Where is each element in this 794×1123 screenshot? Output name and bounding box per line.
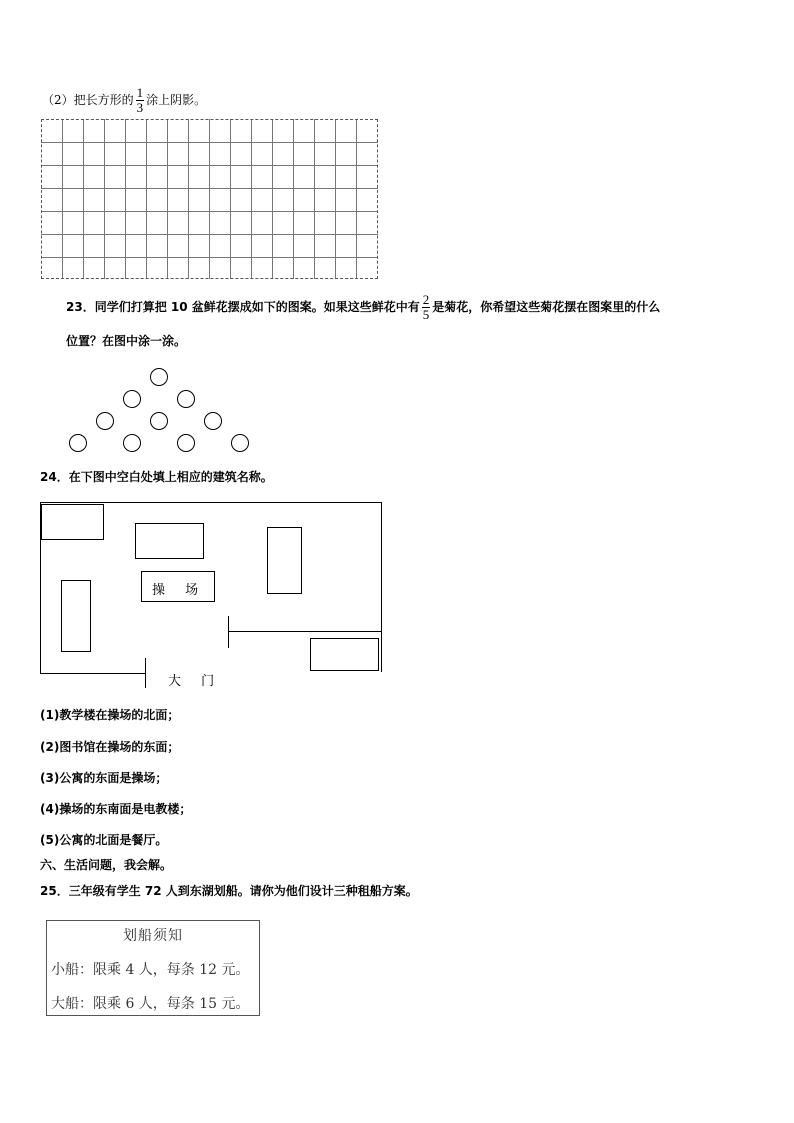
clue-1: (1)教学楼在操场的北面； bbox=[40, 708, 180, 722]
map-right-border bbox=[381, 502, 382, 672]
gate-post-right bbox=[228, 616, 229, 648]
clue-3: (3)公寓的东面是操场； bbox=[40, 771, 168, 785]
flower-circle[interactable] bbox=[123, 390, 141, 408]
q25-title: 25．三年级有学生 72 人到东湖划船。请你为他们设计三种租船方案。 bbox=[40, 884, 418, 898]
flower-circle[interactable] bbox=[150, 412, 168, 430]
playground-label: 操 场 bbox=[152, 583, 207, 598]
fraction-one-third: $\frac{1}{3}$ bbox=[136, 85, 144, 115]
gate-label: 大 门 bbox=[168, 674, 223, 689]
big-boat-rule: 大船：限乘 6 人，每条 15 元。 bbox=[51, 996, 250, 1012]
map-bottom-border bbox=[40, 673, 145, 674]
flower-circle[interactable] bbox=[231, 434, 249, 452]
clue-5: (5)公寓的北面是餐厅。 bbox=[40, 833, 168, 847]
flower-circle[interactable] bbox=[96, 412, 114, 430]
blank-building-north[interactable] bbox=[135, 523, 204, 559]
section-heading: 六、生活问题，我会解。 bbox=[40, 858, 173, 872]
notice-title: 划船须知 bbox=[123, 928, 183, 944]
flower-circle[interactable] bbox=[177, 434, 195, 452]
flower-circle[interactable] bbox=[177, 390, 195, 408]
blank-building-northwest[interactable] bbox=[41, 504, 104, 540]
gate-post-left bbox=[145, 658, 146, 688]
flower-circle[interactable] bbox=[123, 434, 141, 452]
flower-circle[interactable] bbox=[69, 434, 87, 452]
fraction-two-fifths: $\frac{2}{5}$ bbox=[422, 292, 430, 322]
boat-rules-notice bbox=[46, 920, 260, 1016]
flower-circle[interactable] bbox=[150, 368, 168, 386]
playground-box bbox=[141, 571, 215, 602]
inner-wall bbox=[228, 631, 381, 632]
flower-circle[interactable] bbox=[204, 412, 222, 430]
clue-4: (4)操场的东南面是电教楼； bbox=[40, 802, 192, 816]
blank-building-southeast[interactable] bbox=[310, 638, 379, 671]
q23-line1: 23．同学们打算把 10 盆鲜花摆成如下的图案。如果这些鲜花中有 $\frac{2}{5}$ 是菊花，你希望这些菊花摆在图案里的什么 bbox=[66, 292, 661, 322]
blank-building-east[interactable] bbox=[267, 527, 302, 594]
map-top-border bbox=[40, 502, 382, 503]
q23-line2: 位置？在图中涂一涂。 bbox=[66, 334, 187, 348]
blank-building-west[interactable] bbox=[61, 580, 91, 652]
clue-2: (2)图书馆在操场的东面； bbox=[40, 740, 180, 754]
q24-title: 24．在下图中空白处填上相应的建筑名称。 bbox=[40, 470, 273, 484]
small-boat-rule: 小船：限乘 4 人，每条 12 元。 bbox=[51, 962, 250, 978]
shading-grid[interactable] bbox=[41, 119, 378, 279]
q2-prompt: （2）把长方形的 $\frac{1}{3}$ 涂上阴影。 bbox=[42, 85, 207, 115]
